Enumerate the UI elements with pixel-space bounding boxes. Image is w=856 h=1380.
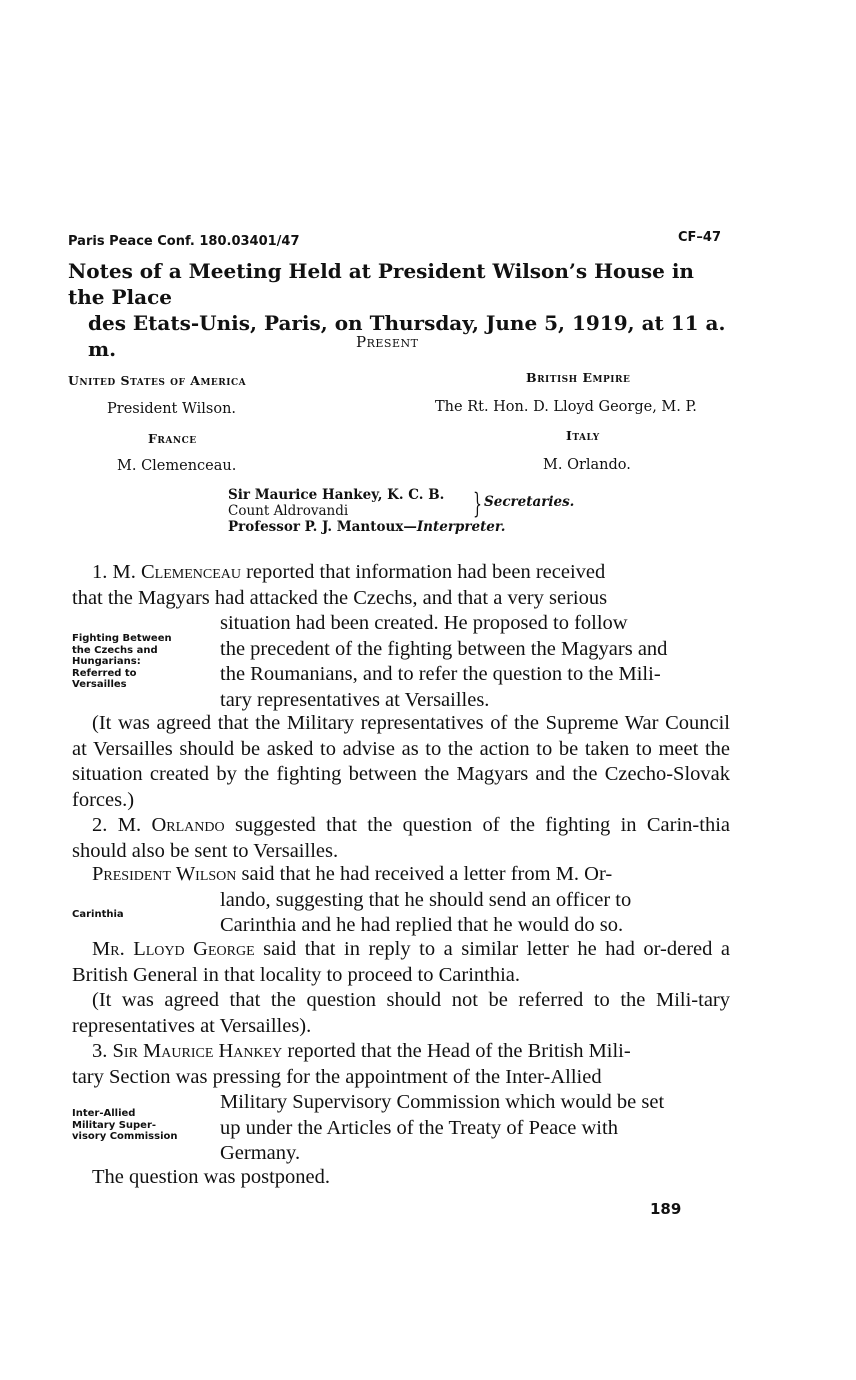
item1-agreement: (It was agreed that the Military representatives of the Supreme War Council at Versailles should be asked to advise as to the action to be taken to meet the situation created by the fighting between the Magyars and the Czecho-Slovak forces.) [72, 712, 730, 811]
item3-line2: tary Section was pressing for the appointment of the Inter-Allied [72, 1065, 602, 1088]
secretaries-block [228, 487, 575, 535]
item3-postponed: The question was postponed. [92, 1166, 330, 1188]
country-british-empire: British Empire [526, 370, 631, 385]
person-wilson: President Wilson. [107, 401, 237, 417]
present-heading: Present [356, 333, 419, 351]
speaker-clemenceau: Clemenceau [140, 561, 241, 583]
speaker-orlando: Orlando [151, 814, 225, 836]
speaker-lloyd-george: Mr. Lloyd George [92, 938, 255, 960]
item2-agreement: (It was agreed that the question should not be referred to the Mili-tary representatives at Versailles). [72, 989, 730, 1037]
country-france: France [148, 431, 197, 446]
country-italy: Italy [566, 428, 600, 443]
item2-wilson-line2: lando, suggesting that he should send an officer to [220, 888, 632, 911]
item2-wilson-line1: President Wilson said that he had received a letter from M. Or- [92, 863, 613, 885]
item1-line2: that the Magyars had attacked the Czechs, and that a very serious [72, 586, 608, 609]
item2-paragraph: 2. M. Orlando suggested that the question of the fighting in Carin-thia should also be sent to Versailles. [72, 814, 730, 862]
item3-line5: Germany. [220, 1142, 301, 1164]
secretaries-label: Secretaries. [484, 494, 575, 510]
speaker-wilson: President Wilson [92, 863, 237, 885]
item1-line5: the Roumanians, and to refer the question to the Mili- [220, 663, 661, 685]
item1-line1: 1. M. Clemenceau reported that information had been received [92, 561, 606, 583]
title-line-2: des Etats-Unis, Paris, on Thursday, June 5, 1919, at 11 a. m. [88, 311, 726, 361]
sidenote-carinthia: Carinthia [72, 909, 124, 920]
page-number: 189 [650, 1200, 682, 1218]
speaker-hankey: Sir Maurice Hankey [112, 1040, 283, 1062]
brace-glyph: } [473, 487, 482, 520]
item3-line3: Military Supervisory Commission which would be set [220, 1091, 665, 1113]
item3-line4: up under the Articles of the Treaty of Peace with [220, 1116, 618, 1139]
person-clemenceau: M. Clemenceau. [117, 458, 237, 474]
country-usa: United States of America [68, 373, 247, 388]
item1-line4: the precedent of the fighting between the Magyars and [220, 637, 668, 660]
item1-line6: tary representatives at Versailles. [220, 688, 490, 711]
sidenote-inter-allied: Inter-Allied Military Super- visory Commission [72, 1108, 178, 1142]
title-line-1: Notes of a Meeting Held at President Wilson’s House in the Place [68, 259, 694, 309]
person-lloyd-george: The Rt. Hon. D. Lloyd George, M. P. [435, 399, 697, 415]
item2-wilson-line3: Carinthia and he had replied that he would do so. [220, 914, 624, 936]
item3-line1: 3. Sir Maurice Hankey reported that the Head of the British Mili- [92, 1040, 631, 1062]
person-orlando: M. Orlando. [543, 457, 631, 473]
interpreter-line: Professor P. J. Mantoux—Interpreter. [228, 519, 506, 535]
item1-line3: situation had been created. He proposed to follow [220, 612, 628, 634]
item2-lloyd-george: Mr. Lloyd George said that in reply to a similar letter he had or-dered a British General in that locality to proceed to Carinthia. [72, 938, 731, 986]
file-reference: Paris Peace Conf. 180.03401/47 [68, 234, 300, 249]
secretary-hankey: Sir Maurice Hankey, K. C. B. [228, 487, 445, 503]
sidenote-fighting: Fighting Between the Czechs and Hungarians: Referred to Versailles [72, 633, 172, 690]
secretary-aldrovandi: Count Aldrovandi [228, 503, 349, 519]
document-code: CF–47 [678, 230, 722, 245]
